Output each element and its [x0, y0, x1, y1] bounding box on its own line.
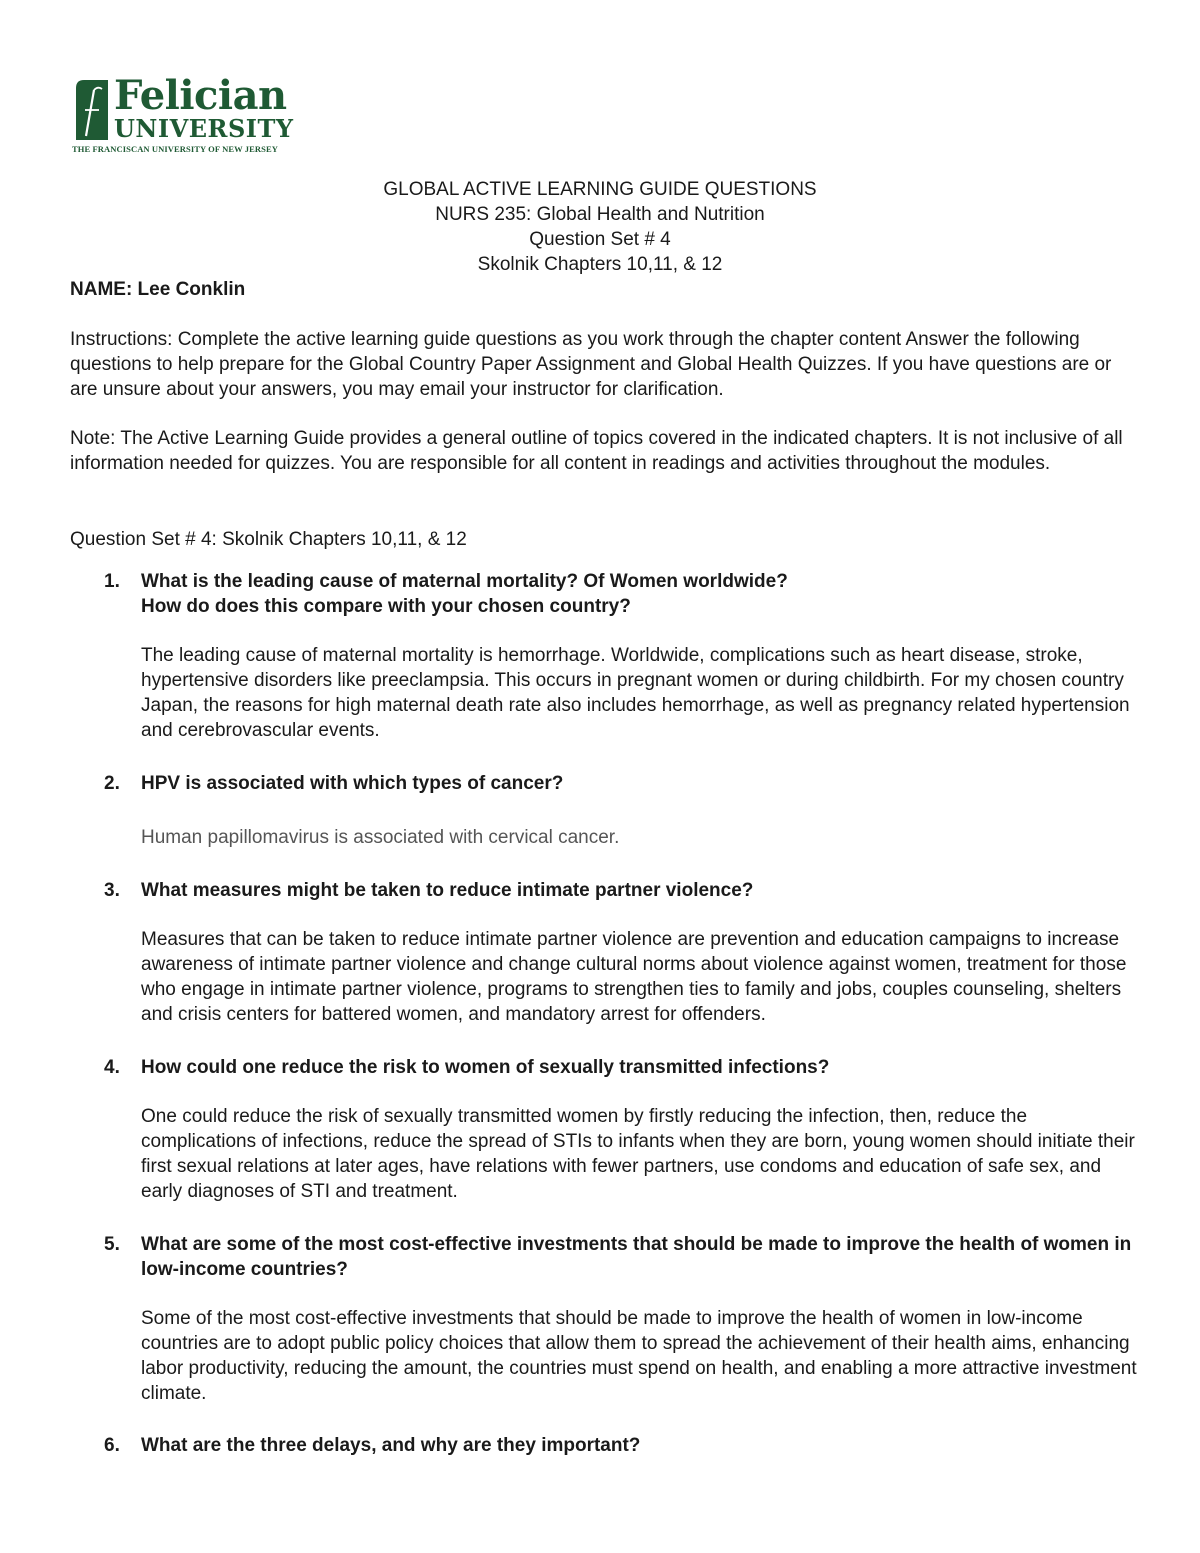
- answer-text: Measures that can be taken to reduce intimate partner violence are prevention and education campaigns to increase awareness of intimate partner violence and change cultural norms about violence against women, treatment for those who engage in intimate partner violence, programs to strengthen ties to family and jobs, couples counseling, shelters and crisis centers for battered women, and mandatory arrest for offenders.: [141, 929, 1127, 1025]
- question-number: 2.: [104, 773, 120, 794]
- header-title: GLOBAL ACTIVE LEARNING GUIDE QUESTIONS: [383, 179, 817, 200]
- instructions-paragraph: Instructions: Complete the active learning guide questions as you work through the chapter content Answer the following questions to help prepare for the Global Country Paper Assignment and Global Health Quizzes. If you have questions are or are unsure about your answers, you may email your instructor for clarification.: [70, 329, 1112, 400]
- answer-text: Human papillomavirus is associated with cervical cancer.: [141, 827, 620, 848]
- question-set-title: Question Set # 4: Skolnik Chapters 10,11, & 12: [70, 529, 467, 550]
- document-header: [0, 177, 1200, 277]
- question-item: [70, 1055, 1140, 1204]
- question-number: 3.: [104, 880, 120, 901]
- note-paragraph: Note: The Active Learning Guide provides a general outline of topics covered in the indicated chapters. It is not inclusive of all information needed for quizzes. You are responsible for all content in readings and activities throughout the modules.: [70, 428, 1123, 474]
- question-line: What is the leading cause of maternal mortality? Of Women worldwide?: [141, 571, 788, 592]
- answer-text: One could reduce the risk of sexually transmitted women by firstly reducing the infection, then, reduce the complications of infections, reduce the spread of STIs to infants when they are born, young women should initiate their first sexual relations at later ages, have relations with fewer partners, use condoms and education of safe sex, and early diagnoses of STI and treatment.: [141, 1106, 1135, 1202]
- question-number: 1.: [104, 571, 120, 592]
- question-text: HPV is associated with which types of cancer?: [141, 773, 564, 794]
- question-item: [70, 1232, 1140, 1406]
- question-text: What measures might be taken to reduce intimate partner violence?: [141, 880, 754, 901]
- question-line: How do does this compare with your chosen country?: [141, 596, 631, 617]
- question-text: What are some of the most cost-effective investments that should be made to improve the health of women in low-income countries?: [141, 1234, 1132, 1280]
- question-number: 6.: [104, 1435, 120, 1456]
- student-name: NAME: Lee Conklin: [70, 279, 246, 300]
- header-question-set: Question Set # 4: [529, 229, 671, 250]
- logo-university: UNIVERSITY: [114, 114, 294, 143]
- question-text: How could one reduce the risk to women of sexually transmitted infections?: [141, 1057, 830, 1078]
- question-item: [70, 569, 1140, 743]
- logo-wordmark: Felician: [114, 72, 287, 119]
- question-number: 4.: [104, 1057, 120, 1078]
- header-course: NURS 235: Global Health and Nutrition: [435, 204, 765, 225]
- question-item: [70, 771, 1140, 850]
- question-number: 5.: [104, 1234, 120, 1255]
- question-text: [141, 569, 1140, 619]
- question-text: What are the three delays, and why are they important?: [141, 1435, 641, 1456]
- header-chapters: Skolnik Chapters 10,11, & 12: [477, 254, 723, 275]
- logo-emblem-icon: [72, 76, 112, 144]
- answer-text: Some of the most cost-effective investments that should be made to improve the health of women in low-income countries are to adopt public policy choices that allow them to spread the achievement of their health aims, enhancing labor productivity, reducing the amount, the countries must spend on health, and enabling a more attractive investment climate.: [141, 1308, 1137, 1404]
- question-item: [70, 1433, 1140, 1458]
- question-item: [70, 878, 1140, 1027]
- answer-text: The leading cause of maternal mortality is hemorrhage. Worldwide, complications such as heart disease, stroke, hypertensive disorders like preeclampsia. This occurs in pregnant women or during childbirth. For my chosen country Japan, the reasons for high maternal death rate also includes hemorrhage, as well as pregnancy related hypertension and cerebrovascular events.: [141, 645, 1130, 741]
- question-list: [70, 569, 1140, 1458]
- logo-tagline: THE FRANCISCAN UNIVERSITY OF NEW JERSEY: [72, 144, 278, 154]
- felician-university-logo: [72, 72, 312, 162]
